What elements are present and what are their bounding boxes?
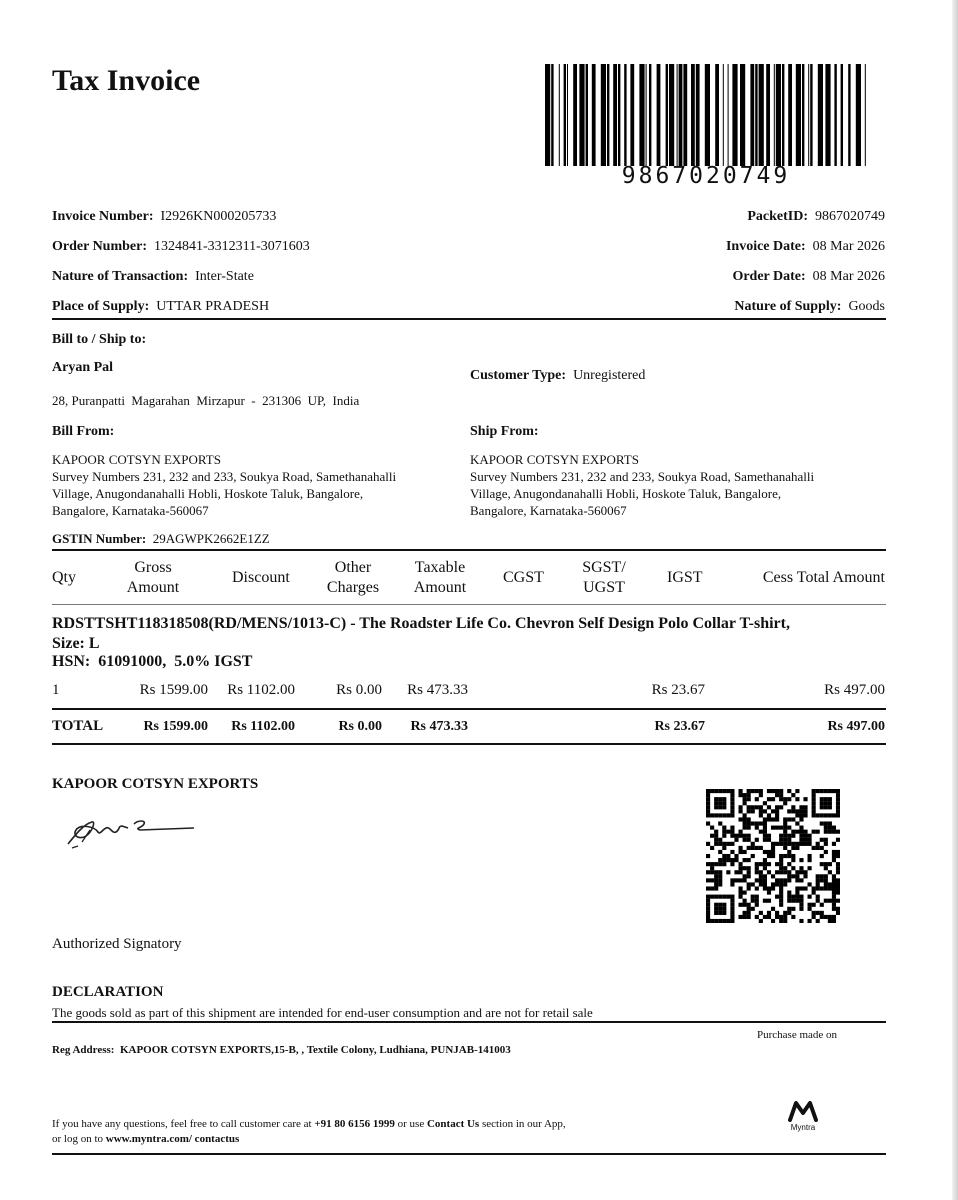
reg-address-row	[52, 1044, 511, 1056]
item-hsn: HSN: 61091000, 5.0% IGST	[52, 653, 253, 670]
col-other-charges: Other Charges	[326, 559, 380, 596]
total-other: Rs 0.00	[338, 719, 382, 734]
barcode	[545, 64, 867, 166]
ship-from-address	[470, 451, 814, 519]
divider	[52, 1153, 886, 1155]
footer-text-3: section in our App,	[479, 1118, 566, 1130]
packet-id-label: PacketID:	[747, 209, 808, 224]
place-of-supply-row	[52, 299, 269, 315]
row-igst: Rs 23.67	[651, 682, 705, 698]
col-taxable-amount: Taxable Amount	[413, 559, 467, 596]
myntra-contact-link[interactable]: www.myntra.com/ contactus	[105, 1133, 240, 1145]
ship-from-heading: Ship From:	[470, 424, 539, 439]
row-taxable: Rs 473.33	[407, 682, 468, 698]
packet-id-row	[747, 209, 885, 225]
myntra-logo-icon	[788, 1100, 818, 1122]
divider	[52, 708, 886, 710]
bill-to-heading: Bill to / Ship to:	[52, 332, 147, 347]
authorized-signatory: Authorized Signatory	[52, 936, 182, 952]
nature-of-supply-value: Goods	[848, 299, 885, 314]
bill-from-line: Bangalore, Karnataka-560067	[52, 503, 209, 518]
footer-text-4: or log on to	[52, 1133, 106, 1145]
footer-text-1: If you have any questions, feel free to call customer care at	[52, 1118, 315, 1130]
invoice-number-label: Invoice Number:	[52, 209, 154, 224]
total-label: TOTAL	[52, 718, 104, 734]
order-number-label: Order Number:	[52, 239, 147, 254]
gstin-label: GSTIN Number:	[52, 531, 147, 546]
item-size: Size: L	[52, 635, 100, 652]
signature	[62, 812, 202, 852]
order-date-value: 08 Mar 2026	[812, 269, 885, 284]
brand-name: Myntra	[790, 1123, 816, 1132]
item-code: RDSTTSHT118318508(RD/MENS/1013-C)	[52, 615, 347, 632]
col-cgst: CGST	[503, 569, 544, 586]
place-of-supply-label: Place of Supply:	[52, 299, 150, 314]
item-desc: - The Roadster Life Co. Chevron Self Design Polo Collar T-shirt,	[346, 615, 790, 632]
ship-from-line: Survey Numbers 231, 232 and 233, Soukya Road, Samethanahalli	[470, 469, 815, 484]
reg-address-value: KAPOOR COTSYN EXPORTS,15-B, , Textile Colony, Ludhiana, PUNJAB-141003	[119, 1044, 511, 1056]
invoice-date-value: 08 Mar 2026	[812, 239, 885, 254]
declaration-text: The goods sold as part of this shipment are intended for end-user consumption and are not for retail sale	[52, 1005, 593, 1020]
nature-of-transaction-row	[52, 269, 254, 285]
col-cess-total-amount: Cess Total Amount	[762, 569, 885, 586]
bill-from-line: Survey Numbers 231, 232 and 233, Soukya Road, Samethanahalli	[52, 469, 397, 484]
divider	[52, 743, 886, 745]
gstin-value: 29AGWPK2662E1ZZ	[152, 531, 270, 546]
place-of-supply-value: UTTAR PRADESH	[156, 299, 270, 314]
footer-line-2	[52, 1132, 566, 1147]
row-gross: Rs 1599.00	[139, 682, 208, 698]
invoice-number-value: I2926KN000205733	[160, 209, 277, 224]
nature-of-supply-row	[734, 299, 885, 315]
total-taxable: Rs 473.33	[410, 719, 468, 734]
total-gross: Rs 1599.00	[143, 719, 208, 734]
customer-name: Aryan Pal	[52, 360, 114, 375]
gstin-row	[52, 531, 270, 547]
divider	[52, 549, 886, 551]
customer-care-phone[interactable]: +91 80 6156 1999	[314, 1118, 395, 1130]
declaration-heading: DECLARATION	[52, 984, 164, 1000]
row-qty: 1	[52, 682, 60, 698]
invoice-number-row	[52, 209, 276, 225]
bill-from-line: KAPOOR COTSYN EXPORTS	[52, 452, 221, 467]
bill-from-heading: Bill From:	[52, 424, 115, 439]
ship-from-line: Village, Anugondanahalli Hobli, Hoskote Taluk, Bangalore,	[470, 486, 782, 501]
ship-from-line: KAPOOR COTSYN EXPORTS	[470, 452, 639, 467]
order-number-row	[52, 239, 310, 255]
order-date-row	[732, 269, 885, 285]
row-discount: Rs 1102.00	[227, 682, 295, 698]
customer-address: 28, Puranpatti Magarahan Mirzapur - 231306 UP, India	[52, 393, 360, 408]
packet-id-value: 9867020749	[815, 209, 885, 224]
row-other: Rs 0.00	[336, 682, 382, 698]
total-igst: Rs 23.67	[654, 719, 705, 734]
purchase-made-on: Purchase made on	[757, 1029, 838, 1041]
col-discount: Discount	[232, 569, 290, 586]
qr-code	[706, 789, 840, 923]
col-qty: Qty	[52, 569, 76, 586]
contact-us-link[interactable]: Contact Us	[426, 1118, 480, 1130]
order-number-value: 1324841-3312311-3071603	[154, 239, 310, 254]
page-title: Tax Invoice	[52, 64, 201, 97]
customer-type-label: Customer Type:	[470, 368, 567, 383]
nature-of-transaction-value: Inter-State	[195, 269, 254, 284]
bill-from-address	[52, 451, 396, 519]
col-igst: IGST	[667, 569, 703, 586]
col-sgst-ugst: SGST/ UGST	[582, 559, 626, 596]
divider	[52, 1021, 886, 1023]
nature-of-supply-label: Nature of Supply:	[734, 299, 842, 314]
item-description	[52, 614, 886, 634]
reg-address-label: Reg Address:	[52, 1044, 115, 1056]
divider	[52, 604, 886, 605]
barcode-number: 9867020749	[621, 163, 791, 189]
customer-type-value: Unregistered	[573, 368, 646, 383]
customer-type-row	[470, 368, 645, 384]
footer-text	[52, 1117, 566, 1147]
footer-line-1	[52, 1117, 566, 1132]
seller-name: KAPOOR COTSYN EXPORTS	[52, 776, 259, 792]
ship-from-line: Bangalore, Karnataka-560067	[470, 503, 627, 518]
total-amount: Rs 497.00	[827, 719, 885, 734]
total-discount: Rs 1102.00	[231, 719, 295, 734]
page-edge	[952, 0, 958, 1200]
invoice-date-label: Invoice Date:	[725, 239, 806, 254]
col-gross-amount: Gross Amount	[126, 559, 180, 596]
nature-of-transaction-label: Nature of Transaction:	[52, 269, 189, 284]
order-date-label: Order Date:	[732, 269, 806, 284]
footer-text-2: or use	[394, 1118, 427, 1130]
divider	[52, 318, 886, 320]
bill-from-line: Village, Anugondanahalli Hobli, Hoskote Taluk, Bangalore,	[52, 486, 364, 501]
row-total: Rs 497.00	[824, 682, 885, 698]
invoice-date-row	[726, 239, 885, 255]
